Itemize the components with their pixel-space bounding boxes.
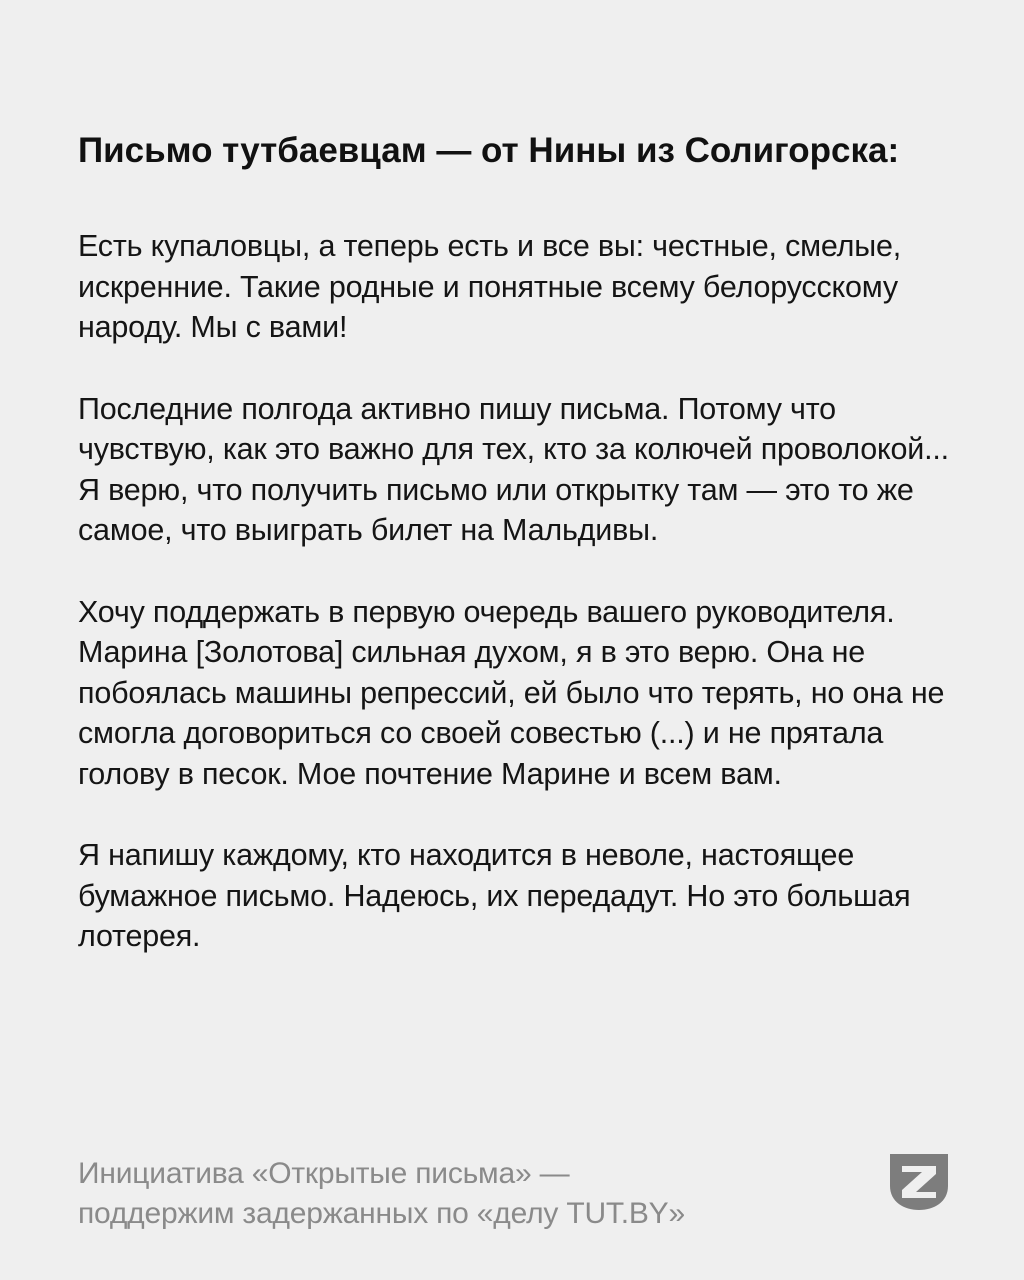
letter-paragraph-3: Хочу поддержать в первую очередь вашего руководителя. Марина [Золотова] сильная духом, я в это верю. Она не побоялась машины репрессий, ей было что терять, но она не смогла договориться со своей совестью (...) и не прятала голову в песок. Мое почтение Марине и всем вам. [78,594,945,791]
footer-line-2: поддержим задержанных по «делу TUT.BY» [78,1197,685,1230]
footer-line-1: Инициатива «Открытые письма» — [78,1157,570,1190]
initiative-footer [78,1154,838,1234]
letter-card [78,128,958,998]
letter-paragraph-2: Последние полгода активно пишу письма. Потому что чувствую, как это важно для тех, кто за колючей проволокой... Я верю, что получить письмо или открытку там — это то же самое, что выиграть билет на Мальдивы. [78,391,949,547]
letter-paragraph-4: Я напишу каждому, кто находится в неволе, настоящее бумажное письмо. Надеюсь, их передадут. Но это большая лотерея. [78,838,911,953]
letter-paragraph-1: Есть купаловцы, а теперь есть и все вы: честные, смелые, искренние. Такие родные и понятные всему белорусскому народу. Мы с вами! [78,229,902,344]
letter-title: Письмо тутбаевцам — от Нины из Солигорска: [78,131,900,170]
zerkalo-z-shield-icon [888,1152,950,1212]
